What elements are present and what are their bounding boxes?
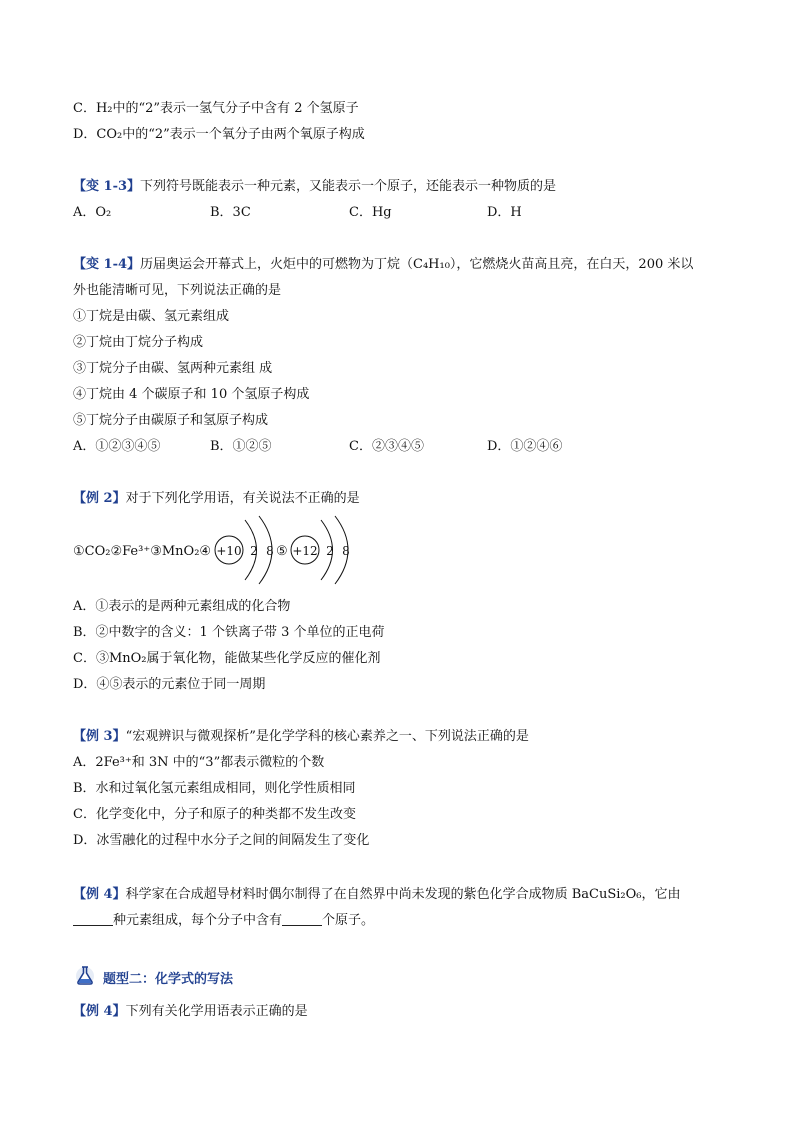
answer-blank[interactable]	[282, 912, 322, 926]
statement: ③丁烷分子由碳、氢两种元素组 成	[73, 361, 273, 376]
options-row	[73, 204, 733, 222]
stem-part-a: 种元素组成，每个分子中含有	[113, 913, 283, 928]
question-stem: 下列有关化学用语表示正确的是	[125, 1004, 308, 1019]
question-1-3	[73, 178, 556, 196]
option-d: D．冰雪融化的过程中水分子之间的间隔发生了变化	[73, 833, 370, 848]
question-stem: “宏观辨识与微观探析”是化学学科的核心素养之一、下列说法正确的是	[125, 729, 529, 744]
question-tag: 【变 1-4】	[73, 257, 141, 272]
question-stem-line2	[73, 912, 374, 930]
statement: ①丁烷是由碳、氢元素组成	[73, 309, 230, 324]
nucleus-charge: +10	[216, 544, 242, 558]
example-3	[73, 728, 529, 746]
atom-structure-diagrams	[73, 508, 403, 592]
example-2	[73, 490, 360, 508]
flask-icon	[73, 963, 99, 991]
question-tag: 【变 1-3】	[73, 179, 141, 194]
statement: ⑤丁烷分子由碳原子和氢原子构成	[73, 413, 269, 428]
option-b: B．②中数字的含义：1 个铁离子带 3 个单位的正电荷	[73, 625, 385, 640]
option-d: D．CO₂中的“2”表示一个氧分子由两个氧原子构成	[73, 127, 365, 142]
option-c: C．Hg	[349, 205, 392, 220]
option-a: A．O₂	[73, 205, 112, 220]
option-b: B．3C	[210, 205, 251, 220]
section-title: 题型二：化学式的写法	[103, 971, 234, 987]
nucleus-charge: +12	[292, 544, 318, 558]
answer-blank[interactable]	[73, 912, 113, 926]
question-stem-line1: 历届奥运会开幕式上，火炬中的可燃物为丁烷（C₄H₁₀），它燃烧火苗高且亮，在白天，200 米以	[140, 257, 694, 272]
question-stem: 对于下列化学用语，有关说法不正确的是	[125, 491, 360, 506]
option-a: A．①②③④⑤	[73, 439, 161, 454]
option-c: C．③MnO₂属于氧化物，能做某些化学反应的催化剂	[73, 651, 381, 666]
options-row	[73, 438, 733, 456]
statement: ②丁烷由丁烷分子构成	[73, 335, 204, 350]
option-a: A．2Fe³⁺和 3N 中的“3”都表示微粒的个数	[73, 755, 325, 770]
example-4-fill	[73, 886, 680, 904]
label-5: ⑤	[276, 544, 288, 559]
shell-electrons: 8	[342, 544, 350, 558]
option-d: D．①②④⑥	[487, 439, 563, 454]
question-tag: 【例 4】	[73, 1004, 126, 1019]
example-4	[73, 1003, 308, 1021]
question-stem-line1: 科学家在合成超导材料时偶尔制得了在自然界中尚未发现的紫色化学合成物质 BaCuSi₂O₆，它由	[125, 887, 681, 902]
section-heading	[73, 964, 233, 990]
question-stem: 下列符号既能表示一种元素，又能表示一个原子，还能表示一种物质的是	[140, 179, 557, 194]
stem-part-b: 个原子。	[322, 913, 375, 928]
shell-electrons: 2	[326, 544, 334, 558]
option-d: D．H	[487, 205, 522, 220]
shell-electrons: 8	[266, 544, 274, 558]
option-b: B．水和过氧化氢元素组成相同，则化学性质相同	[73, 781, 356, 796]
option-a: A．①表示的是两种元素组成的化合物	[73, 599, 291, 614]
question-1-4	[73, 256, 693, 274]
question-tag: 【例 4】	[73, 887, 126, 902]
atom-diagram-svg	[73, 508, 403, 592]
option-d: D．④⑤表示的元素位于同一周期	[73, 677, 266, 692]
option-c: C．化学变化中，分子和原子的种类都不发生改变	[73, 807, 356, 822]
shell-electrons: 2	[250, 544, 258, 558]
option-c: C．H₂中的“2”表示一氢气分子中含有 2 个氢原子	[73, 101, 359, 116]
question-tag: 【例 3】	[73, 729, 126, 744]
statement: ④丁烷由 4 个碳原子和 10 个氢原子构成	[73, 387, 310, 402]
question-tag: 【例 2】	[73, 491, 126, 506]
formula-text: ①CO₂②Fe³⁺③MnO₂④	[73, 544, 212, 559]
option-c: C．②③④⑤	[349, 439, 424, 454]
question-stem-line2: 外也能清晰可见，下列说法正确的是	[73, 283, 282, 298]
option-b: B．①②⑤	[210, 439, 272, 454]
